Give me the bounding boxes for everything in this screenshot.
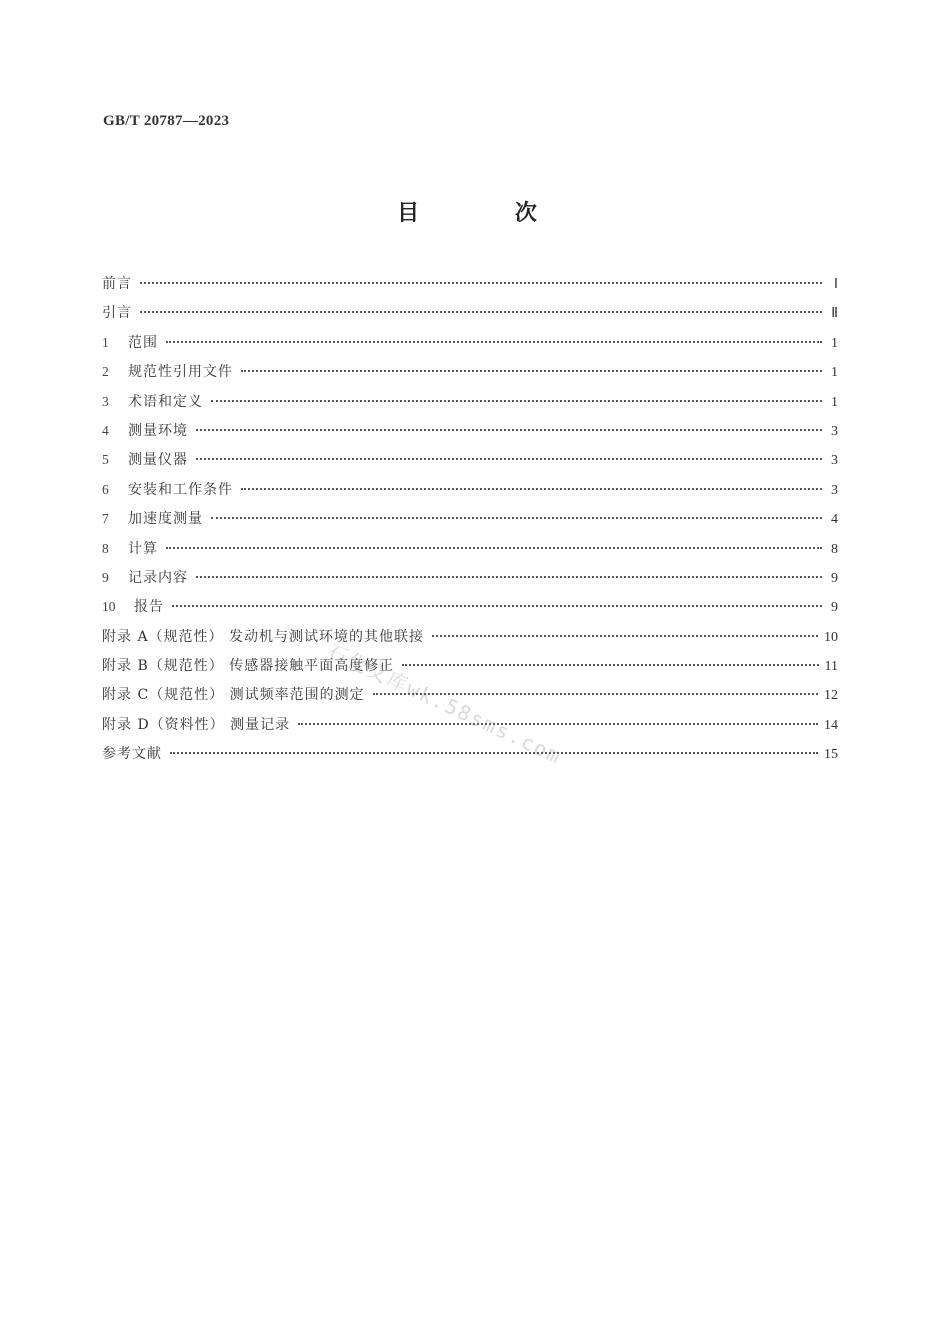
- dot-leader: [241, 370, 822, 372]
- toc-entry-page: 1: [831, 335, 838, 351]
- dot-leader: [241, 488, 822, 490]
- toc-entry-introduction[interactable]: [102, 303, 838, 332]
- dot-leader: [166, 547, 822, 549]
- dot-leader: [140, 282, 822, 284]
- dot-leader: [196, 576, 822, 578]
- toc-title: 目 次: [397, 201, 581, 226]
- toc-entry-10[interactable]: [102, 597, 838, 626]
- toc-entry-number: 9: [102, 569, 109, 585]
- toc-entry-label: 报告: [134, 599, 164, 616]
- toc-entry-number: 2: [102, 364, 109, 380]
- toc-entry-bibliography[interactable]: [102, 744, 838, 773]
- toc-entry-1[interactable]: [102, 333, 838, 362]
- toc-entry-label: 范围: [128, 334, 158, 351]
- toc-entry-label: 术语和定义: [128, 393, 203, 410]
- toc-entry-annex-d[interactable]: [102, 715, 838, 744]
- toc-entry-page: 3: [831, 482, 838, 498]
- dot-leader: [211, 400, 822, 402]
- toc-entry-label: 附录 B（规范性） 传感器接触平面高度修正: [102, 658, 395, 675]
- dot-leader: [196, 458, 822, 460]
- toc-entry-4[interactable]: [102, 421, 838, 450]
- toc-entry-page: 1: [831, 365, 838, 381]
- toc-entry-label: 测量仪器: [128, 452, 188, 469]
- toc-entry-page: 9: [831, 570, 838, 586]
- toc-entry-annex-c[interactable]: [102, 685, 838, 714]
- toc-entry-number: 3: [102, 393, 109, 409]
- toc-entry-page: 8: [831, 541, 838, 557]
- toc-entry-number: 1: [102, 334, 109, 350]
- toc-entry-label: 加速度测量: [128, 511, 203, 528]
- toc-entry-label: 附录 D（资料性） 测量记录: [102, 716, 291, 733]
- dot-leader: [170, 752, 818, 754]
- toc-entry-page: 3: [831, 423, 838, 439]
- toc-entry-foreword[interactable]: [102, 274, 838, 303]
- toc-entry-label: 规范性引用文件: [128, 364, 233, 381]
- toc-entry-label: 测量环境: [128, 422, 188, 439]
- dot-leader: [140, 311, 822, 313]
- toc-entry-label: 引言: [102, 305, 132, 322]
- toc-entry-label: 参考文献: [102, 746, 162, 763]
- toc-entry-page: 11: [824, 659, 838, 675]
- dot-leader: [373, 693, 818, 695]
- toc-entry-number: 4: [102, 422, 109, 438]
- dot-leader: [402, 664, 818, 666]
- toc-entry-label: 附录 A（规范性） 发动机与测试环境的其他联接: [102, 628, 425, 645]
- toc-entry-2[interactable]: [102, 362, 838, 391]
- toc-entry-number: 8: [102, 540, 109, 556]
- toc-entry-3[interactable]: [102, 392, 838, 421]
- watermark: 石化文库wk.58sms.com: [323, 638, 566, 769]
- dot-leader: [172, 605, 822, 607]
- dot-leader: [432, 635, 818, 637]
- toc-entry-9[interactable]: [102, 568, 838, 597]
- standard-code: GB/T 20787—2023: [103, 113, 230, 129]
- toc-entry-number: 6: [102, 481, 109, 497]
- dot-leader: [196, 429, 822, 431]
- table-of-contents: [102, 274, 838, 774]
- toc-entry-label: 附录 C（规范性） 测试频率范围的测定: [102, 687, 365, 704]
- toc-entry-6[interactable]: [102, 480, 838, 509]
- toc-entry-annex-a[interactable]: [102, 627, 838, 656]
- toc-entry-label: 前言: [102, 276, 132, 292]
- toc-entry-page: 12: [824, 688, 838, 704]
- toc-entry-page: Ⅰ: [833, 277, 838, 292]
- toc-entry-label: 记录内容: [128, 569, 188, 586]
- dot-leader: [211, 517, 822, 519]
- toc-entry-page: 9: [831, 600, 838, 616]
- toc-entry-number: 5: [102, 452, 109, 468]
- toc-entry-page: Ⅱ: [831, 306, 838, 322]
- toc-entry-page: 14: [824, 717, 838, 733]
- dot-leader: [298, 723, 818, 725]
- toc-entry-label: 计算: [128, 540, 158, 557]
- toc-entry-7[interactable]: [102, 509, 838, 538]
- toc-entry-8[interactable]: [102, 539, 838, 568]
- toc-entry-page: 15: [824, 747, 838, 763]
- toc-entry-5[interactable]: [102, 450, 838, 479]
- dot-leader: [166, 341, 822, 343]
- toc-entry-annex-b[interactable]: [102, 656, 838, 685]
- toc-entry-page: 3: [831, 453, 838, 469]
- toc-entry-page: 4: [831, 512, 838, 528]
- toc-entry-label: 安装和工作条件: [128, 481, 233, 498]
- toc-entry-number: 7: [102, 511, 109, 527]
- toc-entry-page: 10: [824, 629, 838, 645]
- toc-entry-page: 1: [831, 394, 838, 410]
- toc-entry-number: 10: [102, 599, 116, 615]
